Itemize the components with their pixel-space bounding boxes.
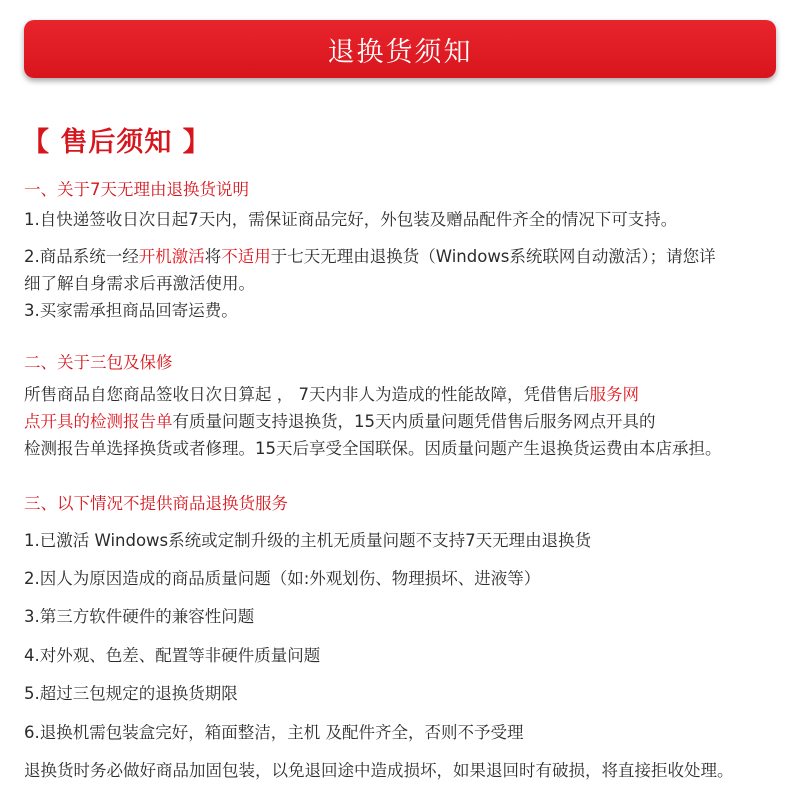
list-item: 2.因人为原因造成的商品质量问题（如:外观划伤、物理损坏、进液等） [24, 569, 541, 588]
section-3-title: 三、以下情况不提供商品退换货服务 [24, 494, 288, 513]
text-segment: 将 [204, 247, 222, 266]
section-1-line-1: 1.自快递签收日次日起7天内，需保证商品完好，外包装及赠品配件齐全的情况下可支持。 [24, 210, 678, 229]
text-segment: 有质量问题支持退换货，15天内质量问题凭借售后服务网点开具的 [172, 412, 656, 431]
section-2-line-3: 检测报告单选择换货或者修理。15天后享受全国联保。因质量问题产生退换货运费由本店承担。 [24, 439, 722, 458]
page-heading: 【 售后须知 】 [22, 127, 211, 158]
section-1-line-3: 细了解自身需求后再激活使用。 [24, 274, 255, 293]
section-2-line-2 [24, 411, 656, 433]
section-1-line-2 [24, 246, 716, 268]
section-1-line-4: 3.买家需承担商品回寄运费。 [24, 301, 238, 320]
list-item: 3.第三方软件硬件的兼容性问题 [24, 607, 255, 626]
highlight-not-applicable: 不适用 [221, 247, 271, 266]
section-2-line-1 [24, 384, 639, 406]
section-2-title: 二、关于三包及保修 [24, 353, 173, 372]
list-item: 6.退换机需包装盒完好，箱面整洁，主机 及配件齐全，否则不予受理 [24, 723, 524, 742]
highlight-inspection-report: 点开具的检测报告单 [24, 412, 173, 431]
section-1-title: 一、关于7天无理由退换货说明 [24, 180, 249, 199]
highlight-activate: 开机激活 [138, 247, 205, 266]
footer-note: 退换货时务必做好商品加固包装，以免退回途中造成损坏，如果退回时有破损，将直接拒收处理。 [24, 761, 734, 780]
text-segment: 于七天无理由退换货（Windows系统联网自动激活）；请您详 [270, 247, 716, 266]
list-item: 5.超过三包规定的退换货期限 [24, 684, 238, 703]
highlight-service-network: 服务网 [589, 385, 639, 404]
text-segment: 2.商品系统一经 [24, 247, 139, 266]
text-segment: 所售商品自您商品签收日次日算起 ， 7天内非人为造成的性能故障，凭借售后 [24, 385, 590, 404]
banner-title: 退换货须知 [327, 36, 473, 68]
list-item: 1.已激活 Windows系统或定制升级的主机无质量问题不支持7天无理由退换货 [24, 531, 592, 550]
title-banner [24, 20, 776, 78]
list-item: 4.对外观、色差、配置等非硬件质量问题 [24, 646, 321, 665]
